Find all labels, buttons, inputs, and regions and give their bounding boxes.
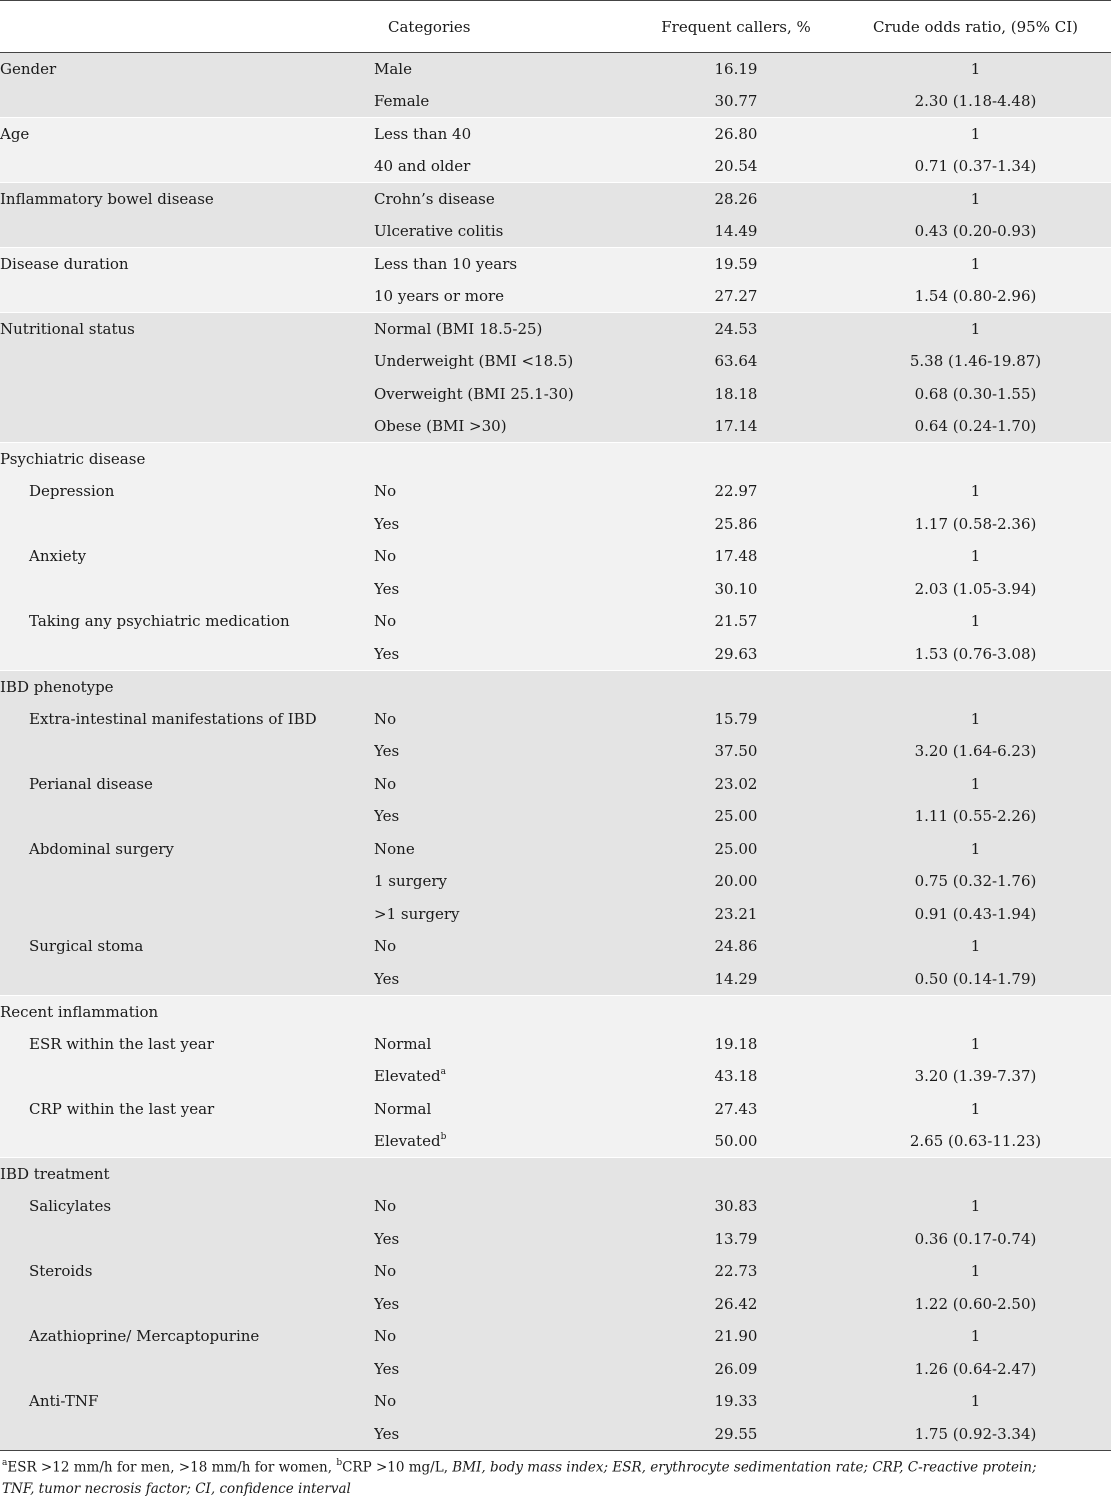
table-footnote xyxy=(0,1450,1111,1500)
frequent-callers-cell: 21.90 xyxy=(632,1320,840,1353)
odds-ratio-cell: 1 xyxy=(840,703,1111,736)
odds-ratio-cell: 3.20 (1.39-7.37) xyxy=(840,1060,1111,1093)
category-cell xyxy=(374,605,632,638)
category-label: Elevated xyxy=(374,1132,441,1150)
category-cell xyxy=(374,475,632,508)
variable-cell xyxy=(0,1060,374,1093)
category-label: Female xyxy=(374,92,430,110)
category-cell xyxy=(374,995,632,1028)
odds-ratio-cell: 1 xyxy=(840,1093,1111,1126)
odds-ratio-cell: 1 xyxy=(840,53,1111,86)
frequent-callers-cell: 50.00 xyxy=(632,1125,840,1158)
category-cell xyxy=(374,183,632,216)
category-cell xyxy=(374,800,632,833)
table-row xyxy=(0,1353,1111,1386)
variable-cell: IBD treatment xyxy=(0,1158,374,1191)
table-row xyxy=(0,313,1111,346)
table-row xyxy=(0,1255,1111,1288)
category-label: Crohn’s disease xyxy=(374,190,495,208)
category-cell xyxy=(374,1223,632,1256)
table-row xyxy=(0,280,1111,313)
variable-cell: Recent inflammation xyxy=(0,995,374,1028)
odds-ratio-cell: 0.68 (0.30-1.55) xyxy=(840,378,1111,411)
frequent-callers-cell: 27.43 xyxy=(632,1093,840,1126)
odds-ratio-cell: 1 xyxy=(840,313,1111,346)
odds-ratio-cell xyxy=(840,1158,1111,1191)
category-cell xyxy=(374,703,632,736)
variable-cell xyxy=(0,1125,374,1158)
table-row xyxy=(0,930,1111,963)
odds-ratio-cell: 1.11 (0.55-2.26) xyxy=(840,800,1111,833)
frequent-callers-cell xyxy=(632,1158,840,1191)
odds-ratio-cell: 0.43 (0.20-0.93) xyxy=(840,215,1111,248)
odds-ratio-cell: 1 xyxy=(840,768,1111,801)
table-row xyxy=(0,248,1111,281)
sub-variable-cell: Salicylates xyxy=(0,1190,374,1223)
table-row xyxy=(0,443,1111,476)
category-label: Male xyxy=(374,60,412,78)
table-row xyxy=(0,1093,1111,1126)
category-cell xyxy=(374,768,632,801)
category-label: Yes xyxy=(374,742,400,761)
odds-ratio-cell xyxy=(840,443,1111,476)
odds-ratio-cell: 2.30 (1.18-4.48) xyxy=(840,85,1111,118)
category-label: Yes xyxy=(374,969,400,988)
table-row xyxy=(0,475,1111,508)
category-label: Yes xyxy=(374,579,400,598)
table-row xyxy=(0,1158,1111,1191)
variable-cell: Disease duration xyxy=(0,248,374,281)
frequent-callers-cell: 20.54 xyxy=(632,150,840,183)
odds-ratio-cell: 1 xyxy=(840,833,1111,866)
table-row xyxy=(0,963,1111,996)
category-label: None xyxy=(374,839,415,858)
category-cell xyxy=(374,1418,632,1451)
variable-cell: IBD phenotype xyxy=(0,670,374,703)
category-cell xyxy=(374,1028,632,1061)
frequent-callers-cell: 24.53 xyxy=(632,313,840,346)
table-row xyxy=(0,1028,1111,1061)
odds-ratio-cell: 1 xyxy=(840,183,1111,216)
table-row xyxy=(0,703,1111,736)
table-row xyxy=(0,118,1111,151)
table-row xyxy=(0,1288,1111,1321)
category-cell xyxy=(374,1060,632,1093)
frequent-callers-cell: 37.50 xyxy=(632,735,840,768)
frequent-callers-cell: 25.86 xyxy=(632,508,840,541)
category-cell xyxy=(374,833,632,866)
table-row xyxy=(0,345,1111,378)
variable-cell xyxy=(0,573,374,606)
footnote-abbreviations-2: TNF, tumor necrosis factor; CI, confidence interval xyxy=(2,1480,351,1497)
odds-ratio-cell: 3.20 (1.64-6.23) xyxy=(840,735,1111,768)
odds-ratio-cell: 1 xyxy=(840,475,1111,508)
category-label: Yes xyxy=(374,514,400,533)
table-row xyxy=(0,670,1111,703)
category-cell xyxy=(374,313,632,346)
category-label: Less than 40 xyxy=(374,125,472,143)
variable-cell xyxy=(0,345,374,378)
sub-variable-cell: Extra-intestinal manifestations of IBD xyxy=(0,703,374,736)
frequent-callers-cell: 63.64 xyxy=(632,345,840,378)
category-cell xyxy=(374,963,632,996)
table-row xyxy=(0,378,1111,411)
frequent-callers-cell: 26.09 xyxy=(632,1353,840,1386)
table-row xyxy=(0,1223,1111,1256)
variable-cell xyxy=(0,1418,374,1451)
category-cell xyxy=(374,85,632,118)
frequent-callers-cell: 22.73 xyxy=(632,1255,840,1288)
frequent-callers-cell: 17.14 xyxy=(632,410,840,443)
table-row xyxy=(0,1418,1111,1451)
category-cell xyxy=(374,378,632,411)
frequent-callers-cell: 17.48 xyxy=(632,540,840,573)
sub-variable-cell: Anti-TNF xyxy=(0,1385,374,1418)
sub-variable-cell: CRP within the last year xyxy=(0,1093,374,1126)
footnote-b-text: CRP >10 mg/L, xyxy=(342,1459,453,1476)
variable-cell xyxy=(0,378,374,411)
footnote-marker: b xyxy=(440,1132,447,1142)
category-cell xyxy=(374,930,632,963)
sub-variable-cell: Surgical stoma xyxy=(0,930,374,963)
category-cell xyxy=(374,410,632,443)
category-cell xyxy=(374,1125,632,1158)
table-row xyxy=(0,508,1111,541)
category-label: Yes xyxy=(374,1229,400,1248)
category-cell xyxy=(374,1288,632,1321)
frequent-callers-cell: 16.19 xyxy=(632,53,840,86)
frequent-callers-cell: 23.21 xyxy=(632,898,840,931)
odds-ratio-cell: 1 xyxy=(840,1190,1111,1223)
variable-cell xyxy=(0,1288,374,1321)
odds-ratio-cell: 1 xyxy=(840,930,1111,963)
table-row xyxy=(0,1320,1111,1353)
odds-ratio-cell: 1.53 (0.76-3.08) xyxy=(840,638,1111,671)
frequent-callers-cell: 18.18 xyxy=(632,378,840,411)
odds-ratio-cell: 1 xyxy=(840,1255,1111,1288)
sub-variable-cell: Abdominal surgery xyxy=(0,833,374,866)
variable-cell: Nutritional status xyxy=(0,313,374,346)
frequent-callers-cell: 25.00 xyxy=(632,833,840,866)
frequent-callers-cell: 23.02 xyxy=(632,768,840,801)
category-cell xyxy=(374,898,632,931)
odds-ratio-cell: 1 xyxy=(840,1320,1111,1353)
table-row xyxy=(0,1190,1111,1223)
category-cell xyxy=(374,1385,632,1418)
category-label: Ulcerative colitis xyxy=(374,222,504,240)
category-label: >1 surgery xyxy=(374,904,460,923)
category-label: Yes xyxy=(374,807,400,826)
table-row xyxy=(0,1060,1111,1093)
odds-ratio-cell: 1 xyxy=(840,118,1111,151)
odds-ratio-cell xyxy=(840,670,1111,703)
variable-cell xyxy=(0,800,374,833)
frequent-callers-cell: 19.18 xyxy=(632,1028,840,1061)
frequent-callers-cell: 21.57 xyxy=(632,605,840,638)
variable-cell xyxy=(0,410,374,443)
category-cell xyxy=(374,638,632,671)
frequent-callers-cell xyxy=(632,995,840,1028)
sub-variable-cell: Depression xyxy=(0,475,374,508)
variable-cell xyxy=(0,735,374,768)
variable-cell: Age xyxy=(0,118,374,151)
table-row xyxy=(0,53,1111,86)
category-label: Less than 10 years xyxy=(374,255,518,273)
category-cell xyxy=(374,1320,632,1353)
header-odds-ratio: Crude odds ratio, (95% CI) xyxy=(840,1,1111,53)
table-row xyxy=(0,638,1111,671)
footnote-marker: a xyxy=(440,1067,446,1078)
table-row xyxy=(0,85,1111,118)
variable-cell xyxy=(0,150,374,183)
footnote-marker-a: a xyxy=(2,1458,8,1468)
sub-variable-cell: Azathioprine/ Mercaptopurine xyxy=(0,1320,374,1353)
table-row xyxy=(0,898,1111,931)
category-cell xyxy=(374,53,632,86)
odds-ratio-cell: 0.50 (0.14-1.79) xyxy=(840,963,1111,996)
category-cell xyxy=(374,150,632,183)
category-label: Normal (BMI 18.5-25) xyxy=(374,320,543,338)
frequent-callers-cell: 14.49 xyxy=(632,215,840,248)
frequent-callers-cell: 19.33 xyxy=(632,1385,840,1418)
table-row xyxy=(0,183,1111,216)
table-row xyxy=(0,215,1111,248)
table-header-row xyxy=(0,1,1111,53)
category-label: 10 years or more xyxy=(374,287,505,305)
category-cell xyxy=(374,345,632,378)
variable-cell: Psychiatric disease xyxy=(0,443,374,476)
header-categories: Categories xyxy=(374,1,632,53)
odds-ratio-cell: 1 xyxy=(840,1028,1111,1061)
table-row xyxy=(0,833,1111,866)
frequent-callers-cell: 26.42 xyxy=(632,1288,840,1321)
odds-ratio-cell: 1 xyxy=(840,540,1111,573)
category-cell xyxy=(374,1158,632,1191)
odds-ratio-cell: 1.26 (0.64-2.47) xyxy=(840,1353,1111,1386)
sub-variable-cell: Perianal disease xyxy=(0,768,374,801)
variable-cell xyxy=(0,963,374,996)
frequent-callers-cell: 28.26 xyxy=(632,183,840,216)
table-row xyxy=(0,768,1111,801)
category-cell xyxy=(374,1255,632,1288)
variable-cell xyxy=(0,1353,374,1386)
table-row xyxy=(0,605,1111,638)
header-frequent-callers: Frequent callers, % xyxy=(632,1,840,53)
odds-ratio-cell: 0.36 (0.17-0.74) xyxy=(840,1223,1111,1256)
table-row xyxy=(0,865,1111,898)
odds-ratio-cell xyxy=(840,995,1111,1028)
category-label: Yes xyxy=(374,644,400,663)
variable-cell xyxy=(0,638,374,671)
footnote-a-text: ESR >12 mm/h for men, >18 mm/h for women, xyxy=(7,1459,337,1476)
category-label: Yes xyxy=(374,1424,400,1443)
frequent-callers-cell: 30.10 xyxy=(632,573,840,606)
table-row xyxy=(0,995,1111,1028)
frequent-callers-cell: 25.00 xyxy=(632,800,840,833)
variable-cell xyxy=(0,85,374,118)
variable-cell xyxy=(0,280,374,313)
odds-ratio-cell: 0.71 (0.37-1.34) xyxy=(840,150,1111,183)
category-label: No xyxy=(374,774,397,793)
variable-cell xyxy=(0,898,374,931)
frequent-callers-cell: 27.27 xyxy=(632,280,840,313)
variable-cell xyxy=(0,865,374,898)
odds-ratio-cell: 1 xyxy=(840,605,1111,638)
category-cell xyxy=(374,735,632,768)
table-row xyxy=(0,1385,1111,1418)
odds-ratio-cell: 5.38 (1.46-19.87) xyxy=(840,345,1111,378)
variable-cell: Inflammatory bowel disease xyxy=(0,183,374,216)
frequent-callers-cell: 15.79 xyxy=(632,703,840,736)
category-cell xyxy=(374,865,632,898)
footnote-line-2 xyxy=(2,1479,1111,1500)
footnote-marker-b: b xyxy=(336,1458,343,1468)
category-cell xyxy=(374,1190,632,1223)
frequent-callers-cell xyxy=(632,670,840,703)
category-label: No xyxy=(374,937,397,956)
odds-ratio-cell: 0.91 (0.43-1.94) xyxy=(840,898,1111,931)
odds-ratio-cell: 1 xyxy=(840,248,1111,281)
frequent-callers-cell: 26.80 xyxy=(632,118,840,151)
category-cell xyxy=(374,670,632,703)
variable-cell xyxy=(0,1223,374,1256)
category-label: Normal xyxy=(374,1099,432,1118)
header-variable xyxy=(0,1,374,53)
frequent-callers-cell: 14.29 xyxy=(632,963,840,996)
footnote-line-1 xyxy=(2,1454,1111,1479)
frequent-callers-cell: 22.97 xyxy=(632,475,840,508)
footnote-abbreviations-1: BMI, body mass index; ESR, erythrocyte sedimentation rate; CRP, C-reactive protein; xyxy=(452,1459,1037,1476)
category-cell xyxy=(374,1353,632,1386)
category-cell xyxy=(374,248,632,281)
table-row xyxy=(0,735,1111,768)
category-label: No xyxy=(374,482,397,501)
odds-ratio-cell: 1.17 (0.58-2.36) xyxy=(840,508,1111,541)
category-cell xyxy=(374,540,632,573)
table-row xyxy=(0,540,1111,573)
category-label: Obese (BMI >30) xyxy=(374,417,507,435)
table-body xyxy=(0,53,1111,1451)
sub-variable-cell: ESR within the last year xyxy=(0,1028,374,1061)
odds-ratio-cell: 1.75 (0.92-3.34) xyxy=(840,1418,1111,1451)
variable-cell xyxy=(0,508,374,541)
category-label: Elevated xyxy=(374,1067,441,1086)
odds-ratio-cell: 0.75 (0.32-1.76) xyxy=(840,865,1111,898)
category-label: No xyxy=(374,1327,397,1346)
sub-variable-cell: Steroids xyxy=(0,1255,374,1288)
table-row xyxy=(0,410,1111,443)
category-label: 1 surgery xyxy=(374,872,447,891)
category-cell xyxy=(374,118,632,151)
category-label: No xyxy=(374,612,397,631)
category-label: No xyxy=(374,1262,397,1281)
frequent-callers-cell: 43.18 xyxy=(632,1060,840,1093)
odds-ratio-cell: 1.54 (0.80-2.96) xyxy=(840,280,1111,313)
variable-cell: Gender xyxy=(0,53,374,86)
category-cell xyxy=(374,508,632,541)
odds-ratio-cell: 2.03 (1.05-3.94) xyxy=(840,573,1111,606)
odds-ratio-cell: 1.22 (0.60-2.50) xyxy=(840,1288,1111,1321)
frequent-callers-cell: 24.86 xyxy=(632,930,840,963)
odds-ratio-cell: 1 xyxy=(840,1385,1111,1418)
category-cell xyxy=(374,573,632,606)
sub-variable-cell: Taking any psychiatric medication xyxy=(0,605,374,638)
category-label: Yes xyxy=(374,1294,400,1313)
odds-ratio-cell: 2.65 (0.63-11.23) xyxy=(840,1125,1111,1158)
frequent-callers-cell: 29.63 xyxy=(632,638,840,671)
category-label: 40 and older xyxy=(374,157,471,175)
category-label: Overweight (BMI 25.1-30) xyxy=(374,384,574,403)
table-row xyxy=(0,800,1111,833)
frequent-callers-cell: 30.77 xyxy=(632,85,840,118)
odds-ratio-cell: 0.64 (0.24-1.70) xyxy=(840,410,1111,443)
category-label: No xyxy=(374,709,397,728)
table-row xyxy=(0,573,1111,606)
category-cell xyxy=(374,1093,632,1126)
category-cell xyxy=(374,215,632,248)
table-row xyxy=(0,150,1111,183)
table-row xyxy=(0,1125,1111,1158)
frequent-callers-cell: 13.79 xyxy=(632,1223,840,1256)
sub-variable-cell: Anxiety xyxy=(0,540,374,573)
category-label: Underweight (BMI <18.5) xyxy=(374,352,574,371)
variable-cell xyxy=(0,215,374,248)
category-label: Normal xyxy=(374,1034,432,1053)
frequent-callers-cell: 30.83 xyxy=(632,1190,840,1223)
category-cell xyxy=(374,443,632,476)
frequent-callers-cell: 20.00 xyxy=(632,865,840,898)
frequent-callers-cell: 29.55 xyxy=(632,1418,840,1451)
category-cell xyxy=(374,280,632,313)
category-label: No xyxy=(374,1392,397,1411)
frequent-callers-cell xyxy=(632,443,840,476)
category-label: No xyxy=(374,1197,397,1216)
category-label: No xyxy=(374,547,397,566)
frequent-callers-cell: 19.59 xyxy=(632,248,840,281)
category-label: Yes xyxy=(374,1359,400,1378)
